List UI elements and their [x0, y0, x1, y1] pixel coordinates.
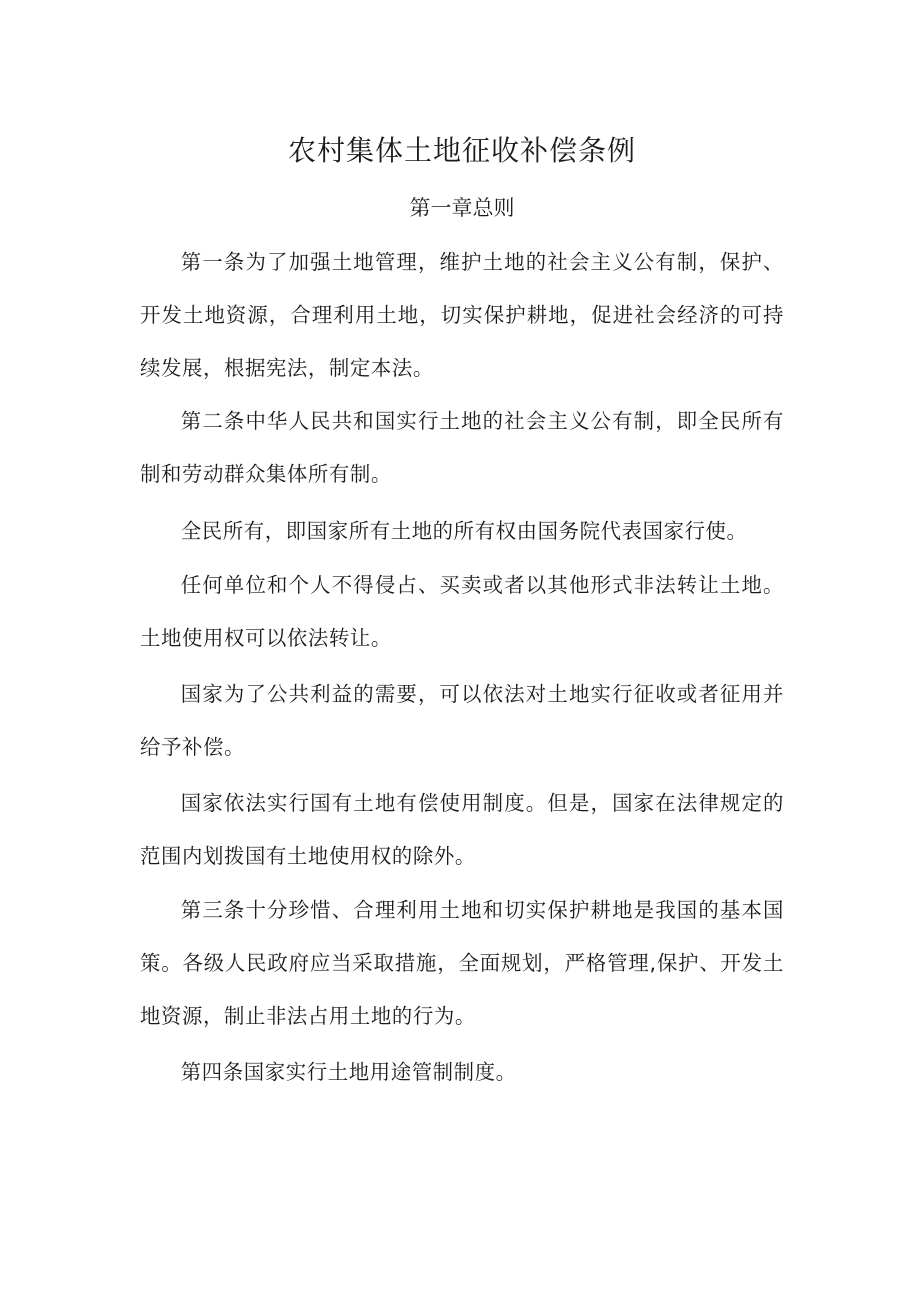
article-4-paragraph: 第四条国家实行土地用途管制制度。: [180, 1060, 517, 1084]
document-title: 农村集体土地征收补偿条例: [287, 134, 636, 167]
article-2-clause-paragraph: 全民所有，即国家所有土地的所有权由国务院代表国家行使。: [180, 519, 748, 543]
article-2-clause-paragraph: 任何单位和个人不得侵占、买卖或者以其他形式非法转让土地。土地使用权可以依法转让。: [140, 573, 784, 650]
article-1-paragraph: 第一条为了加强土地管理，维护土地的社会主义公有制，保护、开发土地资源，合理利用土地，切实保护耕地，促进社会经济的可持续发展，根据宪法，制定本法。: [140, 250, 784, 380]
article-2-clause-paragraph: 国家为了公共利益的需要，可以依法对土地实行征收或者征用并给予补偿。: [140, 682, 784, 759]
article-2-paragraph: 第二条中华人民共和国实行土地的社会主义公有制，即全民所有制和劳动群众集体所有制。: [140, 409, 784, 486]
article-2-clause-paragraph: 国家依法实行国有土地有偿使用制度。但是，国家在法律规定的范围内划拨国有土地使用权的除外。: [140, 791, 784, 868]
article-3-paragraph: 第三条十分珍惜、合理利用土地和切实保护耕地是我国的基本国策。各级人民政府应当采取措施，全面规划，严格管理,保护、开发土地资源，制止非法占用土地的行为。: [140, 898, 784, 1028]
chapter-heading: 第一章总则: [409, 196, 515, 220]
